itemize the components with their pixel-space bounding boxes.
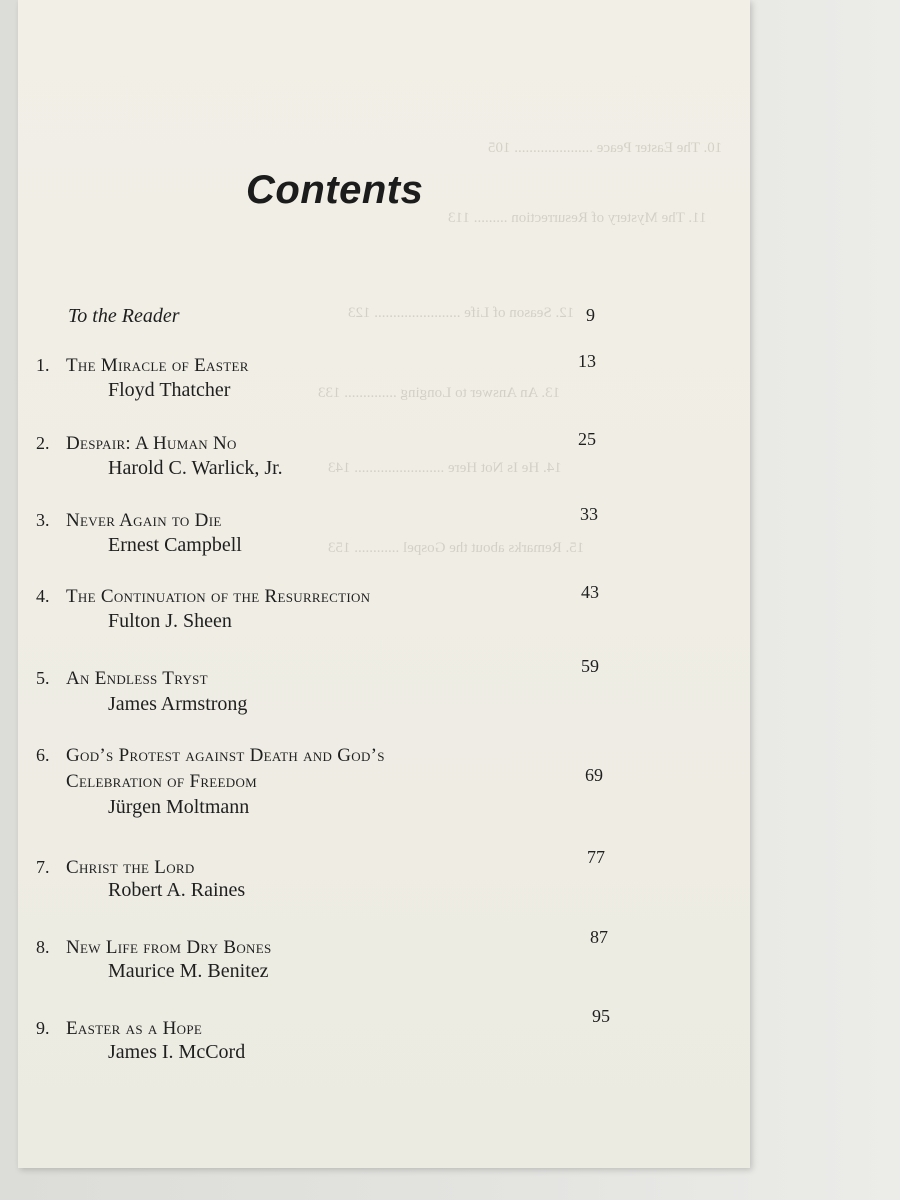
entry-page-number: 9 (586, 305, 595, 325)
entry-number: 5. (36, 668, 50, 688)
bleed-through-text: 15. Remarks about the Gospel ............ 153 (328, 540, 585, 556)
entry-page-number: 95 (592, 1006, 610, 1026)
entry-page-number: 13 (578, 351, 596, 371)
entry-number: 6. (36, 745, 50, 765)
entry-page-number: 87 (590, 927, 608, 947)
entry-author: Maurice M. Benitez (108, 960, 269, 982)
entry-author: Jürgen Moltmann (108, 796, 250, 818)
entry-author: Floyd Thatcher (108, 379, 231, 401)
entry-number: 1. (36, 355, 50, 375)
entry-number: 7. (36, 857, 50, 877)
page-title: Contents (246, 168, 424, 212)
entry-title: The Miracle of Easter (66, 355, 249, 376)
bleed-through-text: 11. The Mystery of Resurrection ......... 113 (448, 210, 707, 226)
entry-page-number: 33 (580, 504, 598, 524)
entry-page-number: 25 (578, 429, 596, 449)
entry-title: Christ the Lord (66, 857, 195, 878)
entry-title: Easter as a Hope (66, 1018, 203, 1039)
entry-page-number: 59 (581, 656, 599, 676)
entry-author: Fulton J. Sheen (108, 610, 232, 632)
entry-title: New Life from Dry Bones (66, 937, 272, 958)
entry-author: James I. McCord (108, 1041, 246, 1063)
entry-page-number: 69 (585, 765, 603, 785)
entry-number: 4. (36, 586, 50, 606)
entry-author: James Armstrong (108, 693, 248, 715)
bleed-through-text: 13. An Answer to Longing .............. 133 (318, 385, 561, 401)
bleed-through-text: 12. Season of Life ....................... 123 (348, 305, 575, 321)
entry-title: An Endless Tryst (66, 668, 208, 689)
entry-author: Robert A. Raines (108, 879, 246, 901)
entry-title-continued: Celebration of Freedom (66, 771, 258, 792)
entry-title: Despair: A Human No (66, 433, 237, 454)
entry-author: Ernest Campbell (108, 534, 242, 556)
entry-number: 8. (36, 937, 50, 957)
entry-title: To the Reader (68, 305, 180, 327)
entry-number: 9. (36, 1018, 50, 1038)
entry-number: 2. (36, 433, 50, 453)
entry-title: Never Again to Die (66, 510, 222, 531)
book-page (18, 0, 750, 1168)
bleed-through-text: 10. The Easter Peace ..................... 105 (488, 140, 723, 156)
entry-title: The Continuation of the Resurrection (66, 586, 371, 607)
entry-number: 3. (36, 510, 50, 530)
entry-page-number: 43 (581, 582, 599, 602)
bleed-through-text: 14. He Is Not Here ........................ 143 (328, 460, 562, 476)
entry-page-number: 77 (587, 847, 605, 867)
entry-title: God’s Protest against Death and God’s (66, 745, 385, 766)
entry-author: Harold C. Warlick, Jr. (108, 457, 283, 479)
